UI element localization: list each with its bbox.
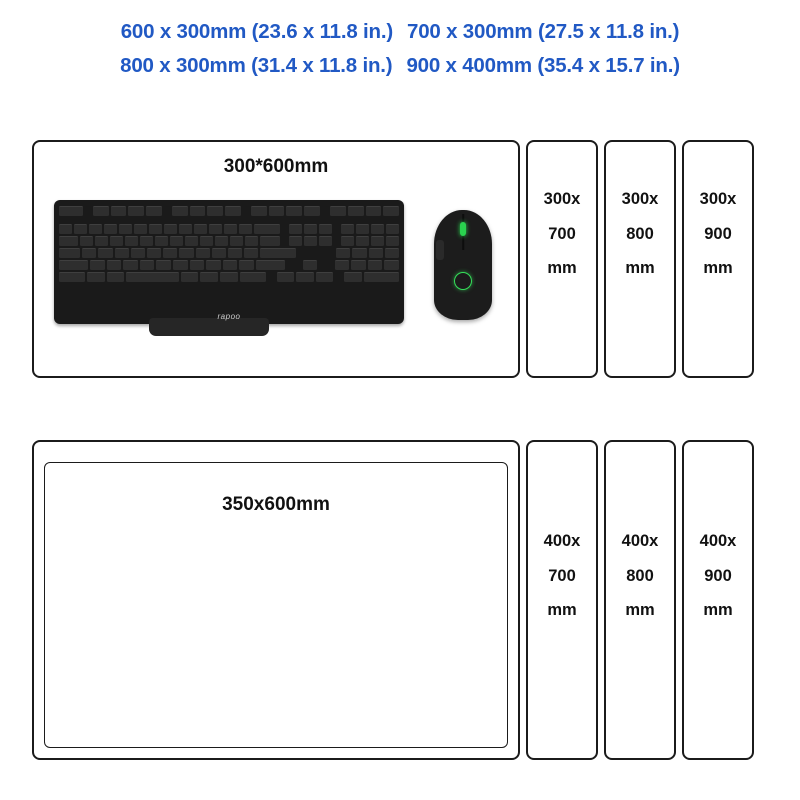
mousepad-400x900 bbox=[682, 440, 754, 760]
keyboard-brand-label: rapoo bbox=[217, 312, 241, 321]
label-line-3: mm bbox=[547, 601, 577, 620]
size-option-800x300[interactable]: 800 x 300mm (31.4 x 11.8 in.) bbox=[120, 54, 393, 77]
mousepad-300x900 bbox=[682, 140, 754, 378]
label-line-3: mm bbox=[625, 259, 655, 278]
label-line-3: mm bbox=[547, 259, 577, 278]
mouse-illustration bbox=[434, 210, 492, 320]
label-line-3: mm bbox=[703, 601, 733, 620]
label-line-1: 300x bbox=[621, 190, 659, 208]
size-option-600x300[interactable]: 600 x 300mm (23.6 x 11.8 in.) bbox=[120, 20, 393, 43]
mousepad-300x800-label bbox=[606, 182, 674, 286]
mousepad-350x600 bbox=[32, 440, 520, 760]
mousepad-300x600-label: 300*600mm bbox=[223, 156, 329, 177]
mousepad-300x600 bbox=[32, 140, 520, 378]
label-line-2: 900 bbox=[704, 566, 732, 585]
label-line-1: 400x bbox=[621, 532, 659, 550]
label-line-2: 900 bbox=[704, 224, 732, 243]
mousepad-300x700-label bbox=[528, 182, 596, 286]
size-options-header bbox=[0, 20, 800, 88]
mousepad-400x800 bbox=[604, 440, 676, 760]
size-option-900x400[interactable]: 900 x 400mm (35.4 x 15.7 in.) bbox=[406, 54, 680, 77]
diagram-row-300mm bbox=[32, 140, 754, 378]
mousepad-300x700 bbox=[526, 140, 598, 378]
label-line-1: 300x bbox=[543, 190, 581, 208]
mousepad-400x900-label bbox=[684, 524, 752, 628]
mousepad-400x700 bbox=[526, 440, 598, 760]
label-line-1: 300x bbox=[699, 190, 737, 208]
label-line-3: mm bbox=[625, 601, 655, 620]
label-line-3: mm bbox=[703, 259, 733, 278]
mousepad-400x700-label bbox=[528, 524, 596, 628]
mousepad-300x900-label bbox=[684, 182, 752, 286]
label-line-1: 400x bbox=[543, 532, 581, 550]
mouse-side-button bbox=[436, 240, 444, 260]
mouse-logo-icon bbox=[454, 272, 472, 290]
mousepad-350x600-label: 350x600mm bbox=[222, 494, 330, 515]
label-line-2: 800 bbox=[626, 224, 654, 243]
size-options-row-1 bbox=[0, 20, 800, 44]
label-line-1: 400x bbox=[699, 532, 737, 550]
mousepad-400x800-label bbox=[606, 524, 674, 628]
label-line-2: 700 bbox=[548, 566, 576, 585]
size-option-700x300[interactable]: 700 x 300mm (27.5 x 11.8 in.) bbox=[407, 20, 680, 43]
mouse-scroll-wheel bbox=[460, 222, 466, 236]
label-line-2: 700 bbox=[548, 224, 576, 243]
diagram-row-400mm bbox=[32, 440, 754, 760]
label-line-2: 800 bbox=[626, 566, 654, 585]
keyboard-illustration bbox=[54, 200, 404, 324]
mousepad-300x800 bbox=[604, 140, 676, 378]
size-options-row-2 bbox=[0, 54, 800, 78]
